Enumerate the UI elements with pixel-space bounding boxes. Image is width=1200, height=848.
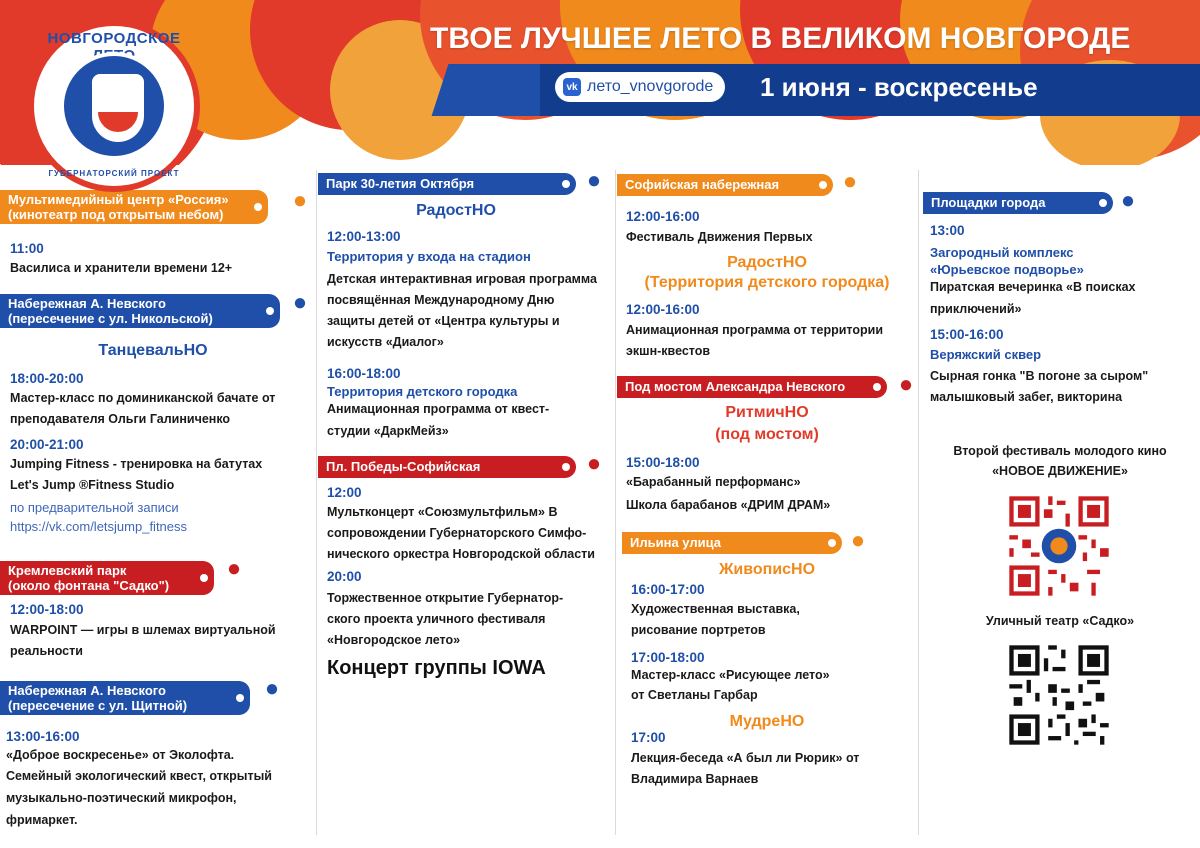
event-text: Мультконцерт «Союзмультфильм» В [327, 505, 558, 519]
location-line: Пл. Победы-Софийская [326, 459, 481, 474]
event-venue: Загородный комплекс [930, 245, 1074, 260]
location-line: Набережная А. Невского [8, 683, 166, 698]
event-text: фримаркет. [6, 813, 78, 827]
location-tag [622, 532, 842, 554]
event-venue: Территория детского городка [327, 384, 518, 399]
column-divider [918, 170, 919, 835]
event-text: Сырная гонка "В погоне за сыром" [930, 369, 1149, 383]
event-text: Детская интерактивная игровая программа [327, 272, 597, 286]
program-heading: (под мостом) [715, 426, 819, 443]
location-line: (кинотеатр под открытым небом) [8, 207, 224, 222]
event-text: Школа барабанов «ДРИМ ДРАМ» [626, 498, 831, 512]
event-text: Семейный экологический квест, открытый [6, 769, 272, 783]
event-time: 13:00 [930, 223, 965, 238]
event-time: 12:00-18:00 [10, 602, 84, 617]
festival-logo [28, 20, 200, 192]
event-venue: Территория у входа на стадион [327, 249, 531, 264]
event-time: 11:00 [10, 241, 44, 256]
map-pin-icon: ● [850, 527, 866, 554]
location-line: Набережная А. Невского [8, 296, 166, 311]
dot-icon [236, 694, 244, 702]
event-text: музыкально-поэтический микрофон, [6, 791, 237, 805]
vk-icon: vk [563, 78, 581, 96]
event-text: Торжественное открытие Губернатор- [327, 591, 564, 605]
program-heading: ТанцевальНО [98, 342, 208, 359]
program-heading: РадостНО [727, 254, 807, 271]
logo-title: НОВГОРОДСКОЕ [47, 30, 181, 47]
event-time: 15:00-16:00 [930, 327, 1004, 342]
event-time: 15:00-18:00 [626, 455, 700, 470]
location-line: Мультимедийный центр «Россия» [8, 192, 229, 207]
event-text: рисование портретов [631, 623, 766, 637]
program-heading: (Территория детского городка) [644, 274, 890, 291]
map-pin-icon: ● [842, 168, 858, 195]
event-text: Фестиваль Движения Первых [626, 230, 813, 244]
location-line: Под мостом Александра Невского [625, 379, 846, 394]
column-divider [316, 170, 317, 835]
shield-icon [92, 74, 144, 142]
event-time: 16:00-17:00 [631, 582, 705, 597]
program-heading: ЖивописНО [718, 561, 816, 578]
event-text: сопровождении Губернаторского Симфо- [327, 526, 587, 540]
location-tag [923, 192, 1113, 214]
map-pin-icon: ● [586, 450, 602, 477]
festival-name: «НОВОЕ ДВИЖЕНИЕ» [992, 464, 1128, 478]
column-divider [615, 170, 616, 835]
location-line: Ильина улица [630, 535, 721, 550]
event-text: «Барабанный перформанс» [626, 475, 801, 489]
event-text: Мастер-класс по доминиканской бачате от [10, 391, 276, 405]
map-pin-icon: ● [292, 289, 308, 316]
event-time: 12:00-16:00 [626, 302, 700, 317]
concert-headline: Концерт группы IOWA [327, 657, 546, 679]
event-text: Анимационная программа от квест- [327, 402, 550, 416]
event-text: от Светланы Гарбар [631, 688, 758, 702]
event-text: защиты детей от «Центра культуры и [327, 314, 560, 328]
festival-title: Второй фестиваль молодого кино [953, 444, 1167, 458]
event-text: реальности [10, 644, 83, 658]
logo-subtitle: ГУБЕРНАТОРСКИЙ ПРОЕКТ [48, 169, 180, 178]
event-venue: Веряжский сквер [930, 347, 1042, 362]
map-pin-icon: ● [898, 371, 914, 398]
event-time: 12:00-13:00 [327, 229, 401, 244]
event-time: 18:00-20:00 [10, 371, 84, 386]
event-text: приключений» [930, 302, 1022, 316]
location-tag [318, 173, 576, 195]
qr-code-icon[interactable] [1005, 641, 1113, 749]
event-text: «Новгородское лето» [327, 633, 461, 647]
event-time: 12:00-16:00 [626, 209, 700, 224]
dot-icon [1099, 199, 1107, 207]
event-text: студии «ДаркМейз» [327, 424, 449, 438]
event-text: посвящённая Международному Дню [327, 293, 555, 307]
location-line: (пересечение с ул. Щитной) [8, 698, 188, 713]
vk-link[interactable] [555, 72, 725, 102]
location-tag [0, 294, 280, 328]
theatre-title: Уличный театр «Садко» [985, 614, 1135, 628]
event-time: 17:00 [631, 730, 666, 745]
map-pin-icon: ● [264, 675, 280, 702]
location-tag [617, 376, 887, 398]
event-date: 1 июня - воскресенье [760, 72, 1038, 102]
registration-link[interactable]: https://vk.com/letsjump_fitness [10, 519, 188, 534]
event-time: 20:00 [327, 569, 362, 584]
event-text: WARPOINT — игры в шлемах виртуальной [10, 623, 276, 637]
event-text: экшн-квестов [626, 344, 711, 358]
dot-icon [873, 383, 881, 391]
dot-icon [562, 180, 570, 188]
dot-icon [819, 181, 827, 189]
logo-emblem [60, 52, 168, 160]
dot-icon [266, 307, 274, 315]
location-line: Софийская набережная [625, 177, 780, 192]
qr-code-icon[interactable] [1005, 492, 1113, 600]
event-text: Художественная выставка, [631, 602, 800, 616]
event-time: 13:00-16:00 [6, 729, 80, 744]
event-time: 16:00-18:00 [327, 366, 401, 381]
location-tag [0, 681, 250, 715]
dot-icon [828, 539, 836, 547]
event-text: Jumping Fitness - тренировка на батутах [10, 457, 263, 471]
event-text: нического оркестра Новгородской области [327, 547, 595, 561]
event-time: 20:00-21:00 [10, 437, 84, 452]
page-title: ТВОЕ ЛУЧШЕЕ ЛЕТО В ВЕЛИКОМ НОВГОРОДЕ [430, 22, 1131, 55]
event-text: Василиса и хранители времени 12+ [10, 261, 233, 275]
event-text: искусств «Диалог» [327, 335, 444, 349]
location-tag [0, 561, 214, 595]
dot-icon [562, 463, 570, 471]
location-line: (около фонтана "Садко") [8, 578, 170, 593]
location-line: (пересечение с ул. Никольской) [8, 311, 213, 326]
location-tag [318, 456, 576, 478]
event-text: «Доброе воскресенье» от Эколофта. [6, 748, 235, 762]
location-line: Парк 30-летия Октября [326, 176, 475, 191]
program-heading: РитмичНО [725, 404, 809, 421]
event-text: Владимира Варнаев [631, 772, 759, 786]
program-heading: МудреНО [729, 713, 805, 730]
event-text: Лекция-беседа «А был ли Рюрик» от [631, 751, 860, 765]
event-text: Let's Jump ®Fitness Studio [10, 478, 175, 492]
map-pin-icon: ● [226, 555, 242, 582]
event-text: ского проекта уличного фестиваля [327, 612, 546, 626]
map-pin-icon: ● [292, 187, 308, 214]
event-text: Анимационная программа от территории [626, 323, 884, 337]
map-pin-icon: ● [1120, 187, 1136, 214]
event-text: Мастер-класс «Рисующее лето» [631, 668, 830, 682]
registration-note: по предварительной записи [10, 500, 179, 515]
dot-icon [200, 574, 208, 582]
event-venue: «Юрьевское подворье» [930, 262, 1084, 277]
vk-handle: лето_vnovgorode [587, 78, 714, 95]
event-text: преподавателя Ольги Галиниченко [10, 412, 231, 426]
location-line: Площадки города [931, 195, 1046, 210]
event-time: 12:00 [327, 485, 362, 500]
location-tag [617, 174, 833, 196]
event-time: 17:00-18:00 [631, 650, 705, 665]
event-text: Пиратская вечеринка «В поисках [930, 280, 1136, 294]
location-tag [0, 190, 268, 224]
program-heading: РадостНО [416, 202, 496, 219]
event-text: малышковый забег, викторина [930, 390, 1123, 404]
location-line: Кремлевский парк [8, 563, 127, 578]
dot-icon [254, 203, 262, 211]
map-pin-icon: ● [586, 167, 602, 194]
